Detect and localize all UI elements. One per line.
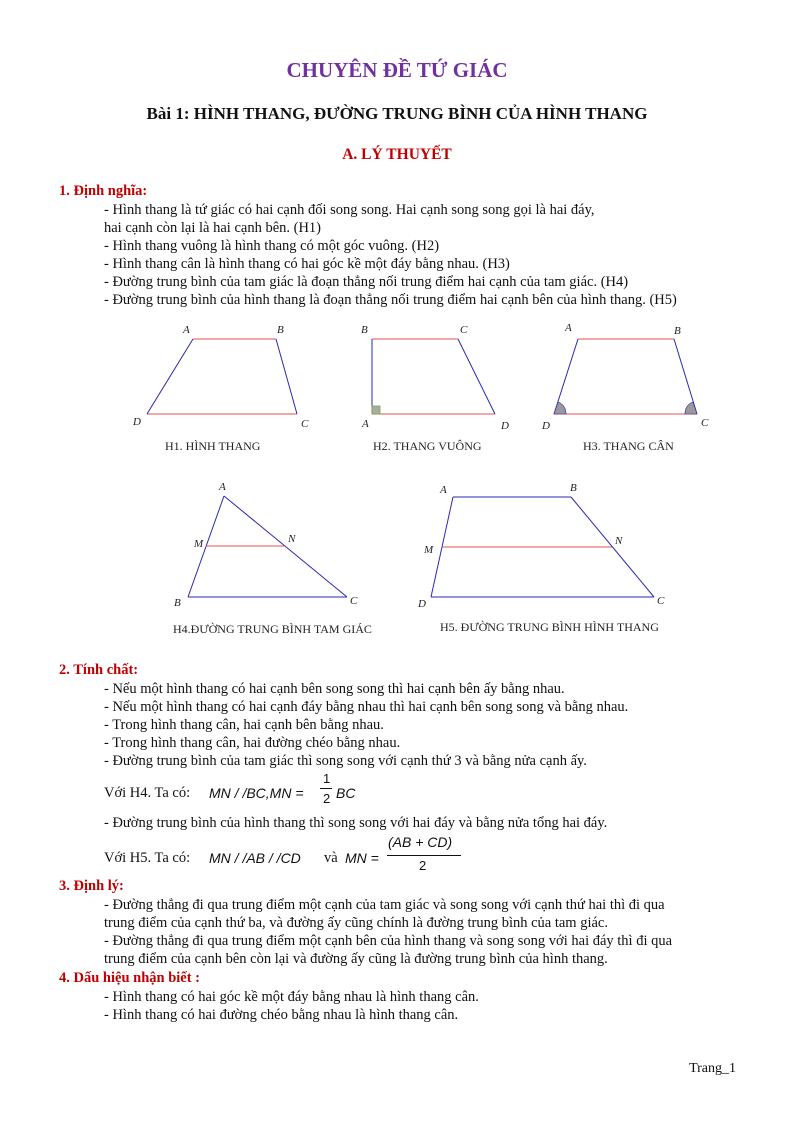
- label-n: N: [615, 535, 623, 547]
- label-n: N: [288, 533, 296, 545]
- signs-heading: 4. Dấu hiệu nhận biết :: [59, 970, 201, 986]
- sign-line: - Hình thang có hai đường chéo bằng nhau là hình thang cân.: [104, 1007, 459, 1023]
- label-b: B: [674, 325, 681, 337]
- h5-formula-prefix: Với H5. Ta có:: [104, 850, 191, 866]
- figure-h1-trapezoid: [132, 324, 309, 430]
- label-d: D: [133, 416, 141, 428]
- definition-line: - Hình thang vuông là hình thang có một góc vuông. (H2): [104, 238, 440, 254]
- theorem-line: - Đường thẳng đi qua trung điểm một cạnh của tam giác và song song với cạnh thứ hai thì đi qua: [104, 897, 665, 913]
- property-line: - Đường trung bình của hình thang thì song song với hai đáy và bằng nửa tổng hai đáy.: [104, 815, 608, 831]
- property-line: - Nếu một hình thang có hai cạnh bên song song thì hai cạnh bên ấy bằng nhau.: [104, 681, 565, 697]
- h4-formula: MN / /BC,MN =: [209, 785, 304, 801]
- h4-fraction-denominator: 2: [323, 791, 331, 806]
- h5-fraction-denominator: 2: [419, 858, 427, 873]
- label-c: C: [301, 418, 309, 430]
- figure-h2-right-trapezoid: [361, 324, 509, 432]
- label-m: M: [424, 544, 434, 556]
- caption-h3: H3. THANG CÂN: [583, 439, 674, 453]
- property-line: - Trong hình thang cân, hai cạnh bên bằng nhau.: [104, 717, 384, 733]
- sign-line: - Hình thang có hai góc kề một đáy bằng nhau là hình thang cân.: [104, 989, 479, 1005]
- properties-heading: 2. Tính chất:: [59, 662, 139, 678]
- h4-fraction-bar: [320, 788, 332, 789]
- label-c: C: [701, 417, 709, 429]
- label-d: D: [418, 598, 426, 610]
- definition-heading: 1. Định nghĩa:: [59, 183, 148, 199]
- h5-and: và: [324, 850, 338, 866]
- theorem-line: trung điểm của cạnh thứ ba, và đường ấy cũng chính là đường trung bình của tam giác.: [104, 915, 608, 931]
- caption-h4: H4.ĐƯỜNG TRUNG BÌNH TAM GIÁC: [173, 622, 372, 636]
- definition-line: - Hình thang là tứ giác có hai cạnh đối song song. Hai cạnh song song gọi là hai đáy,: [104, 202, 595, 218]
- h4-formula-prefix: Với H4. Ta có:: [104, 785, 191, 801]
- h5-fraction-numerator: (AB + CD): [388, 834, 453, 850]
- figure-h5-trapezoid-midline: [417, 482, 665, 610]
- label-b: B: [361, 324, 368, 336]
- section-a-heading: A. LÝ THUYẾT: [342, 146, 452, 163]
- theorem-line: - Đường thẳng đi qua trung điểm một cạnh bên của hình thang và song song với hai đáy thì đi qua: [104, 933, 673, 949]
- label-a: A: [183, 324, 190, 336]
- h5-fraction-bar: [387, 855, 461, 856]
- caption-h5: H5. ĐƯỜNG TRUNG BÌNH HÌNH THANG: [440, 620, 659, 634]
- label-c: C: [350, 595, 358, 607]
- caption-h1: H1. HÌNH THANG: [165, 439, 261, 453]
- page-number: Trang_1: [689, 1061, 736, 1076]
- definition-line: - Đường trung bình của tam giác là đoạn thẳng nối trung điểm hai cạnh của tam giác. (H4): [104, 274, 629, 290]
- label-c: C: [460, 324, 468, 336]
- label-b: B: [570, 482, 577, 494]
- label-d: D: [501, 420, 509, 432]
- label-a: A: [565, 322, 572, 334]
- label-m: M: [194, 538, 204, 550]
- label-b: B: [174, 597, 181, 609]
- label-a: A: [219, 481, 226, 493]
- definition-line: hai cạnh còn lại là hai cạnh bên. (H1): [104, 220, 322, 236]
- label-a: A: [440, 484, 447, 496]
- h4-fraction-numerator: 1: [323, 771, 331, 786]
- theorem-line: trung điểm của cạnh bên còn lại và đường ấy cũng là đường trung bình của hình thang.: [104, 951, 608, 967]
- label-c: C: [657, 595, 665, 607]
- definition-line: - Hình thang cân là hình thang có hai góc kề một đáy bằng nhau. (H3): [104, 256, 510, 272]
- label-a: A: [362, 418, 369, 430]
- property-line: - Trong hình thang cân, hai đường chéo bằng nhau.: [104, 735, 401, 751]
- lesson-subtitle: Bài 1: HÌNH THANG, ĐƯỜNG TRUNG BÌNH CỦA HÌNH THANG: [146, 104, 648, 123]
- label-d: D: [542, 420, 550, 432]
- page-title: CHUYÊN ĐỀ TỨ GIÁC: [286, 58, 508, 82]
- h5-lhs: MN =: [345, 850, 379, 866]
- h5-formula: MN / /AB / /CD: [209, 850, 301, 866]
- property-line: - Nếu một hình thang có hai cạnh đáy bằng nhau thì hai cạnh bên song song và bằng nhau.: [104, 699, 629, 715]
- figure-h4-triangle-midline: [174, 481, 358, 609]
- theorem-heading: 3. Định lý:: [59, 878, 124, 894]
- property-line: - Đường trung bình của tam giác thì song song với cạnh thứ 3 và bằng nửa cạnh ấy.: [104, 753, 587, 769]
- caption-h2: H2. THANG VUÔNG: [373, 439, 482, 453]
- definition-line: - Đường trung bình của hình thang là đoạn thẳng nối trung điểm hai cạnh bên của hình thang. (H5): [104, 292, 677, 308]
- label-b: B: [277, 324, 284, 336]
- figure-h3-isosceles-trapezoid: [541, 322, 709, 432]
- h4-formula-tail: BC: [336, 785, 356, 801]
